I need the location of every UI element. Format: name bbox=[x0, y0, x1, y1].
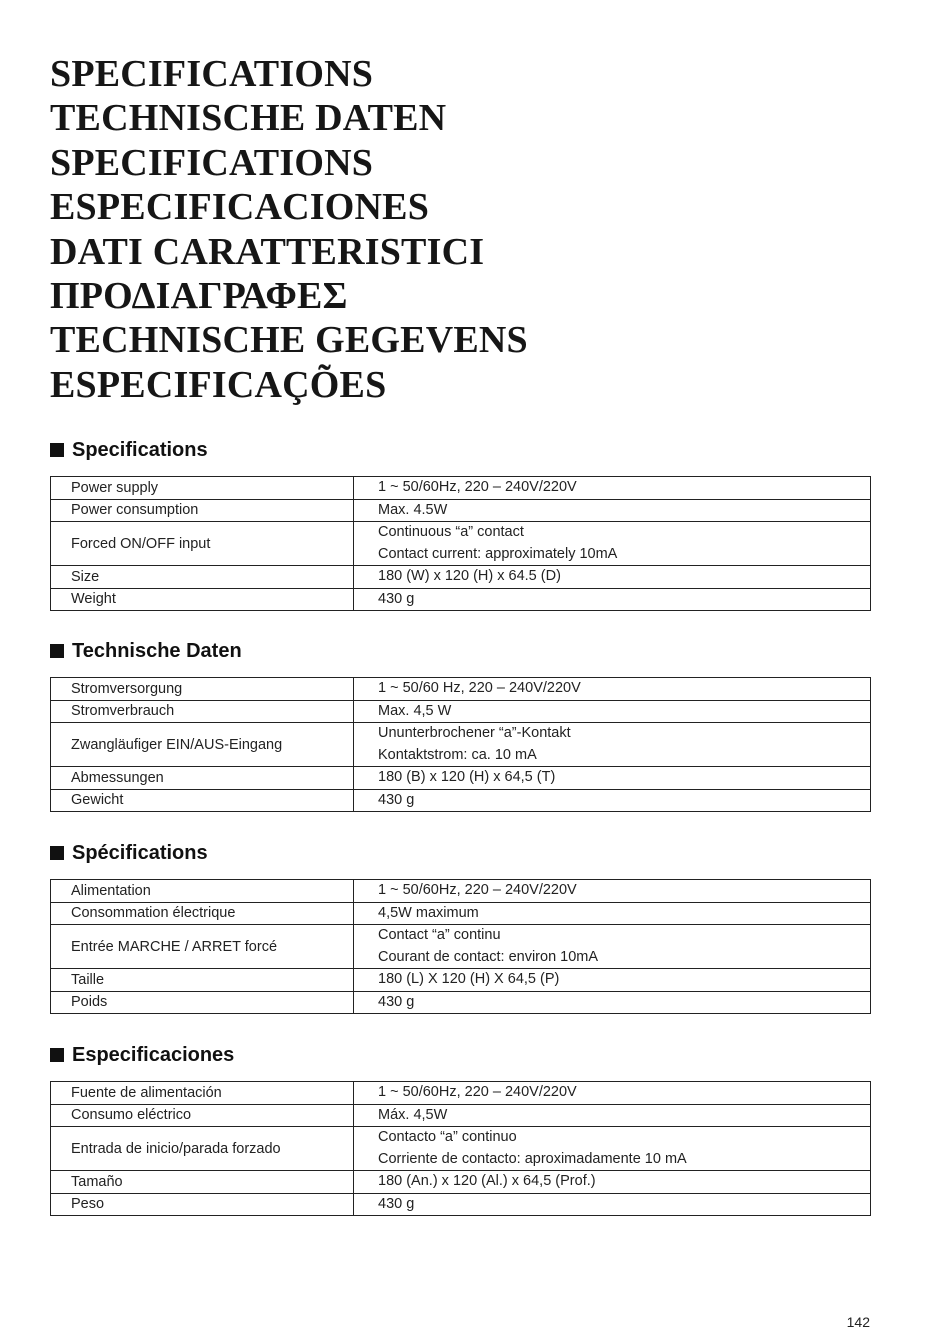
row-value-text: 1 ~ 50/60 Hz, 220 – 240V/220V bbox=[378, 680, 581, 696]
row-label: Fuente de alimentación bbox=[51, 1082, 354, 1105]
table-row bbox=[51, 969, 871, 992]
row-value-text: Máx. 4,5W bbox=[378, 1106, 448, 1123]
row-value-text: 430 g bbox=[378, 1195, 415, 1212]
page-title: DATI CARATTERISTICI bbox=[50, 230, 485, 273]
page-title: ESPECIFICACIONES bbox=[50, 186, 430, 229]
row-label: Consumo eléctrico bbox=[51, 1104, 354, 1127]
spec-table bbox=[50, 1081, 871, 1216]
page-title: ΠΡΟΔΙΑΓΡΑΦΕΣ bbox=[50, 275, 348, 318]
table-row bbox=[51, 880, 871, 903]
section-heading-text: Technische Daten bbox=[72, 640, 242, 662]
spec-section-french bbox=[50, 839, 871, 1014]
row-value-text: 180 (An.) x 120 (Al.) x 64,5 (Prof.) bbox=[378, 1173, 596, 1189]
row-value bbox=[354, 566, 871, 589]
row-value bbox=[354, 767, 871, 790]
table-row bbox=[51, 723, 871, 767]
section-heading bbox=[50, 436, 871, 464]
row-value-text: 430 g bbox=[378, 590, 415, 607]
row-label: Forced ON/OFF input bbox=[51, 522, 354, 566]
row-value bbox=[354, 1127, 871, 1171]
table-row bbox=[51, 991, 871, 1014]
spec-table bbox=[50, 879, 871, 1014]
section-heading-text: Specifications bbox=[72, 439, 208, 461]
row-label: Tamaño bbox=[51, 1171, 354, 1194]
row-value-text: 1 ~ 50/60Hz, 220 – 240V/220V bbox=[378, 479, 577, 495]
row-value-text: 4,5W maximum bbox=[378, 904, 479, 921]
row-value-text: Contact “a” continu bbox=[378, 927, 501, 943]
row-value bbox=[354, 477, 871, 500]
section-heading-text: Spécifications bbox=[72, 842, 208, 864]
square-bullet-icon bbox=[50, 846, 64, 860]
row-value-text: Corriente de contacto: aproximadamente 10 mA bbox=[378, 1150, 687, 1167]
square-bullet-icon bbox=[50, 644, 64, 658]
table-row bbox=[51, 1193, 871, 1216]
row-value bbox=[354, 678, 871, 701]
row-value bbox=[354, 925, 871, 969]
row-label: Alimentation bbox=[51, 880, 354, 903]
table-row bbox=[51, 1104, 871, 1127]
row-value-text: 180 (W) x 120 (H) x 64.5 (D) bbox=[378, 568, 561, 584]
section-heading-text: Especificaciones bbox=[72, 1044, 235, 1066]
spec-table bbox=[50, 677, 871, 812]
page-title: TECHNISCHE DATEN bbox=[50, 97, 447, 140]
table-row bbox=[51, 700, 871, 723]
table-row bbox=[51, 925, 871, 969]
row-value-text: 1 ~ 50/60Hz, 220 – 240V/220V bbox=[378, 1084, 577, 1100]
row-label: Taille bbox=[51, 969, 354, 992]
row-value bbox=[354, 700, 871, 723]
row-value bbox=[354, 789, 871, 812]
row-value-text: 180 (B) x 120 (H) x 64,5 (T) bbox=[378, 769, 556, 785]
row-value-text: Contacto “a” continuo bbox=[378, 1129, 517, 1145]
table-row bbox=[51, 588, 871, 611]
row-value-text: 430 g bbox=[378, 993, 415, 1010]
table-row bbox=[51, 1082, 871, 1105]
row-value-text: 1 ~ 50/60Hz, 220 – 240V/220V bbox=[378, 882, 577, 898]
row-label: Stromverbrauch bbox=[51, 700, 354, 723]
row-label: Gewicht bbox=[51, 789, 354, 812]
table-row bbox=[51, 789, 871, 812]
section-heading bbox=[50, 839, 871, 867]
row-label: Stromversorgung bbox=[51, 678, 354, 701]
row-value bbox=[354, 1082, 871, 1105]
row-value-text: Kontaktstrom: ca. 10 mA bbox=[378, 746, 537, 763]
table-row bbox=[51, 678, 871, 701]
row-value bbox=[354, 991, 871, 1014]
row-value-text: 430 g bbox=[378, 791, 415, 808]
table-row bbox=[51, 522, 871, 566]
section-heading bbox=[50, 1041, 871, 1069]
row-label: Entrada de inicio/parada forzado bbox=[51, 1127, 354, 1171]
square-bullet-icon bbox=[50, 443, 64, 457]
row-value bbox=[354, 1171, 871, 1194]
page-title: SPECIFICATIONS bbox=[50, 141, 374, 184]
row-value-text: Courant de contact: environ 10mA bbox=[378, 948, 599, 965]
row-value-text: Max. 4,5 W bbox=[378, 702, 452, 719]
row-value-text: 180 (L) X 120 (H) X 64,5 (P) bbox=[378, 971, 560, 987]
table-row bbox=[51, 767, 871, 790]
section-heading bbox=[50, 637, 871, 665]
page-number: 142 bbox=[846, 1314, 870, 1330]
row-label: Size bbox=[51, 566, 354, 589]
row-label: Poids bbox=[51, 991, 354, 1014]
spec-section-english bbox=[50, 436, 871, 611]
row-value bbox=[354, 880, 871, 903]
row-value bbox=[354, 1193, 871, 1216]
page-title: TECHNISCHE GEGEVENS bbox=[50, 319, 528, 362]
table-row bbox=[51, 1171, 871, 1194]
row-value bbox=[354, 1104, 871, 1127]
spec-section-german bbox=[50, 637, 871, 812]
row-value bbox=[354, 902, 871, 925]
title-block bbox=[50, 52, 528, 407]
row-label: Zwangläufiger EIN/AUS-Eingang bbox=[51, 723, 354, 767]
row-value bbox=[354, 522, 871, 566]
row-value bbox=[354, 723, 871, 767]
row-label: Consommation électrique bbox=[51, 902, 354, 925]
row-value bbox=[354, 969, 871, 992]
row-label: Weight bbox=[51, 588, 354, 611]
row-label: Power supply bbox=[51, 477, 354, 500]
table-row bbox=[51, 1127, 871, 1171]
square-bullet-icon bbox=[50, 1048, 64, 1062]
spec-section-spanish bbox=[50, 1041, 871, 1216]
table-row bbox=[51, 499, 871, 522]
page-title: SPECIFICATIONS bbox=[50, 53, 374, 95]
row-value-text: Ununterbrochener “a”-Kontakt bbox=[378, 725, 571, 741]
row-label: Power consumption bbox=[51, 499, 354, 522]
row-value-text: Contact current: approximately 10mA bbox=[378, 545, 618, 562]
row-label: Peso bbox=[51, 1193, 354, 1216]
row-label: Abmessungen bbox=[51, 767, 354, 790]
row-value-text: Max. 4.5W bbox=[378, 501, 448, 518]
row-value-text: Continuous “a” contact bbox=[378, 524, 524, 540]
table-row bbox=[51, 566, 871, 589]
table-row bbox=[51, 902, 871, 925]
spec-table bbox=[50, 476, 871, 611]
row-value bbox=[354, 588, 871, 611]
table-row bbox=[51, 477, 871, 500]
row-label: Entrée MARCHE / ARRET forcé bbox=[51, 925, 354, 969]
page-title: ESPECIFICAÇÕES bbox=[50, 363, 387, 406]
row-value bbox=[354, 499, 871, 522]
